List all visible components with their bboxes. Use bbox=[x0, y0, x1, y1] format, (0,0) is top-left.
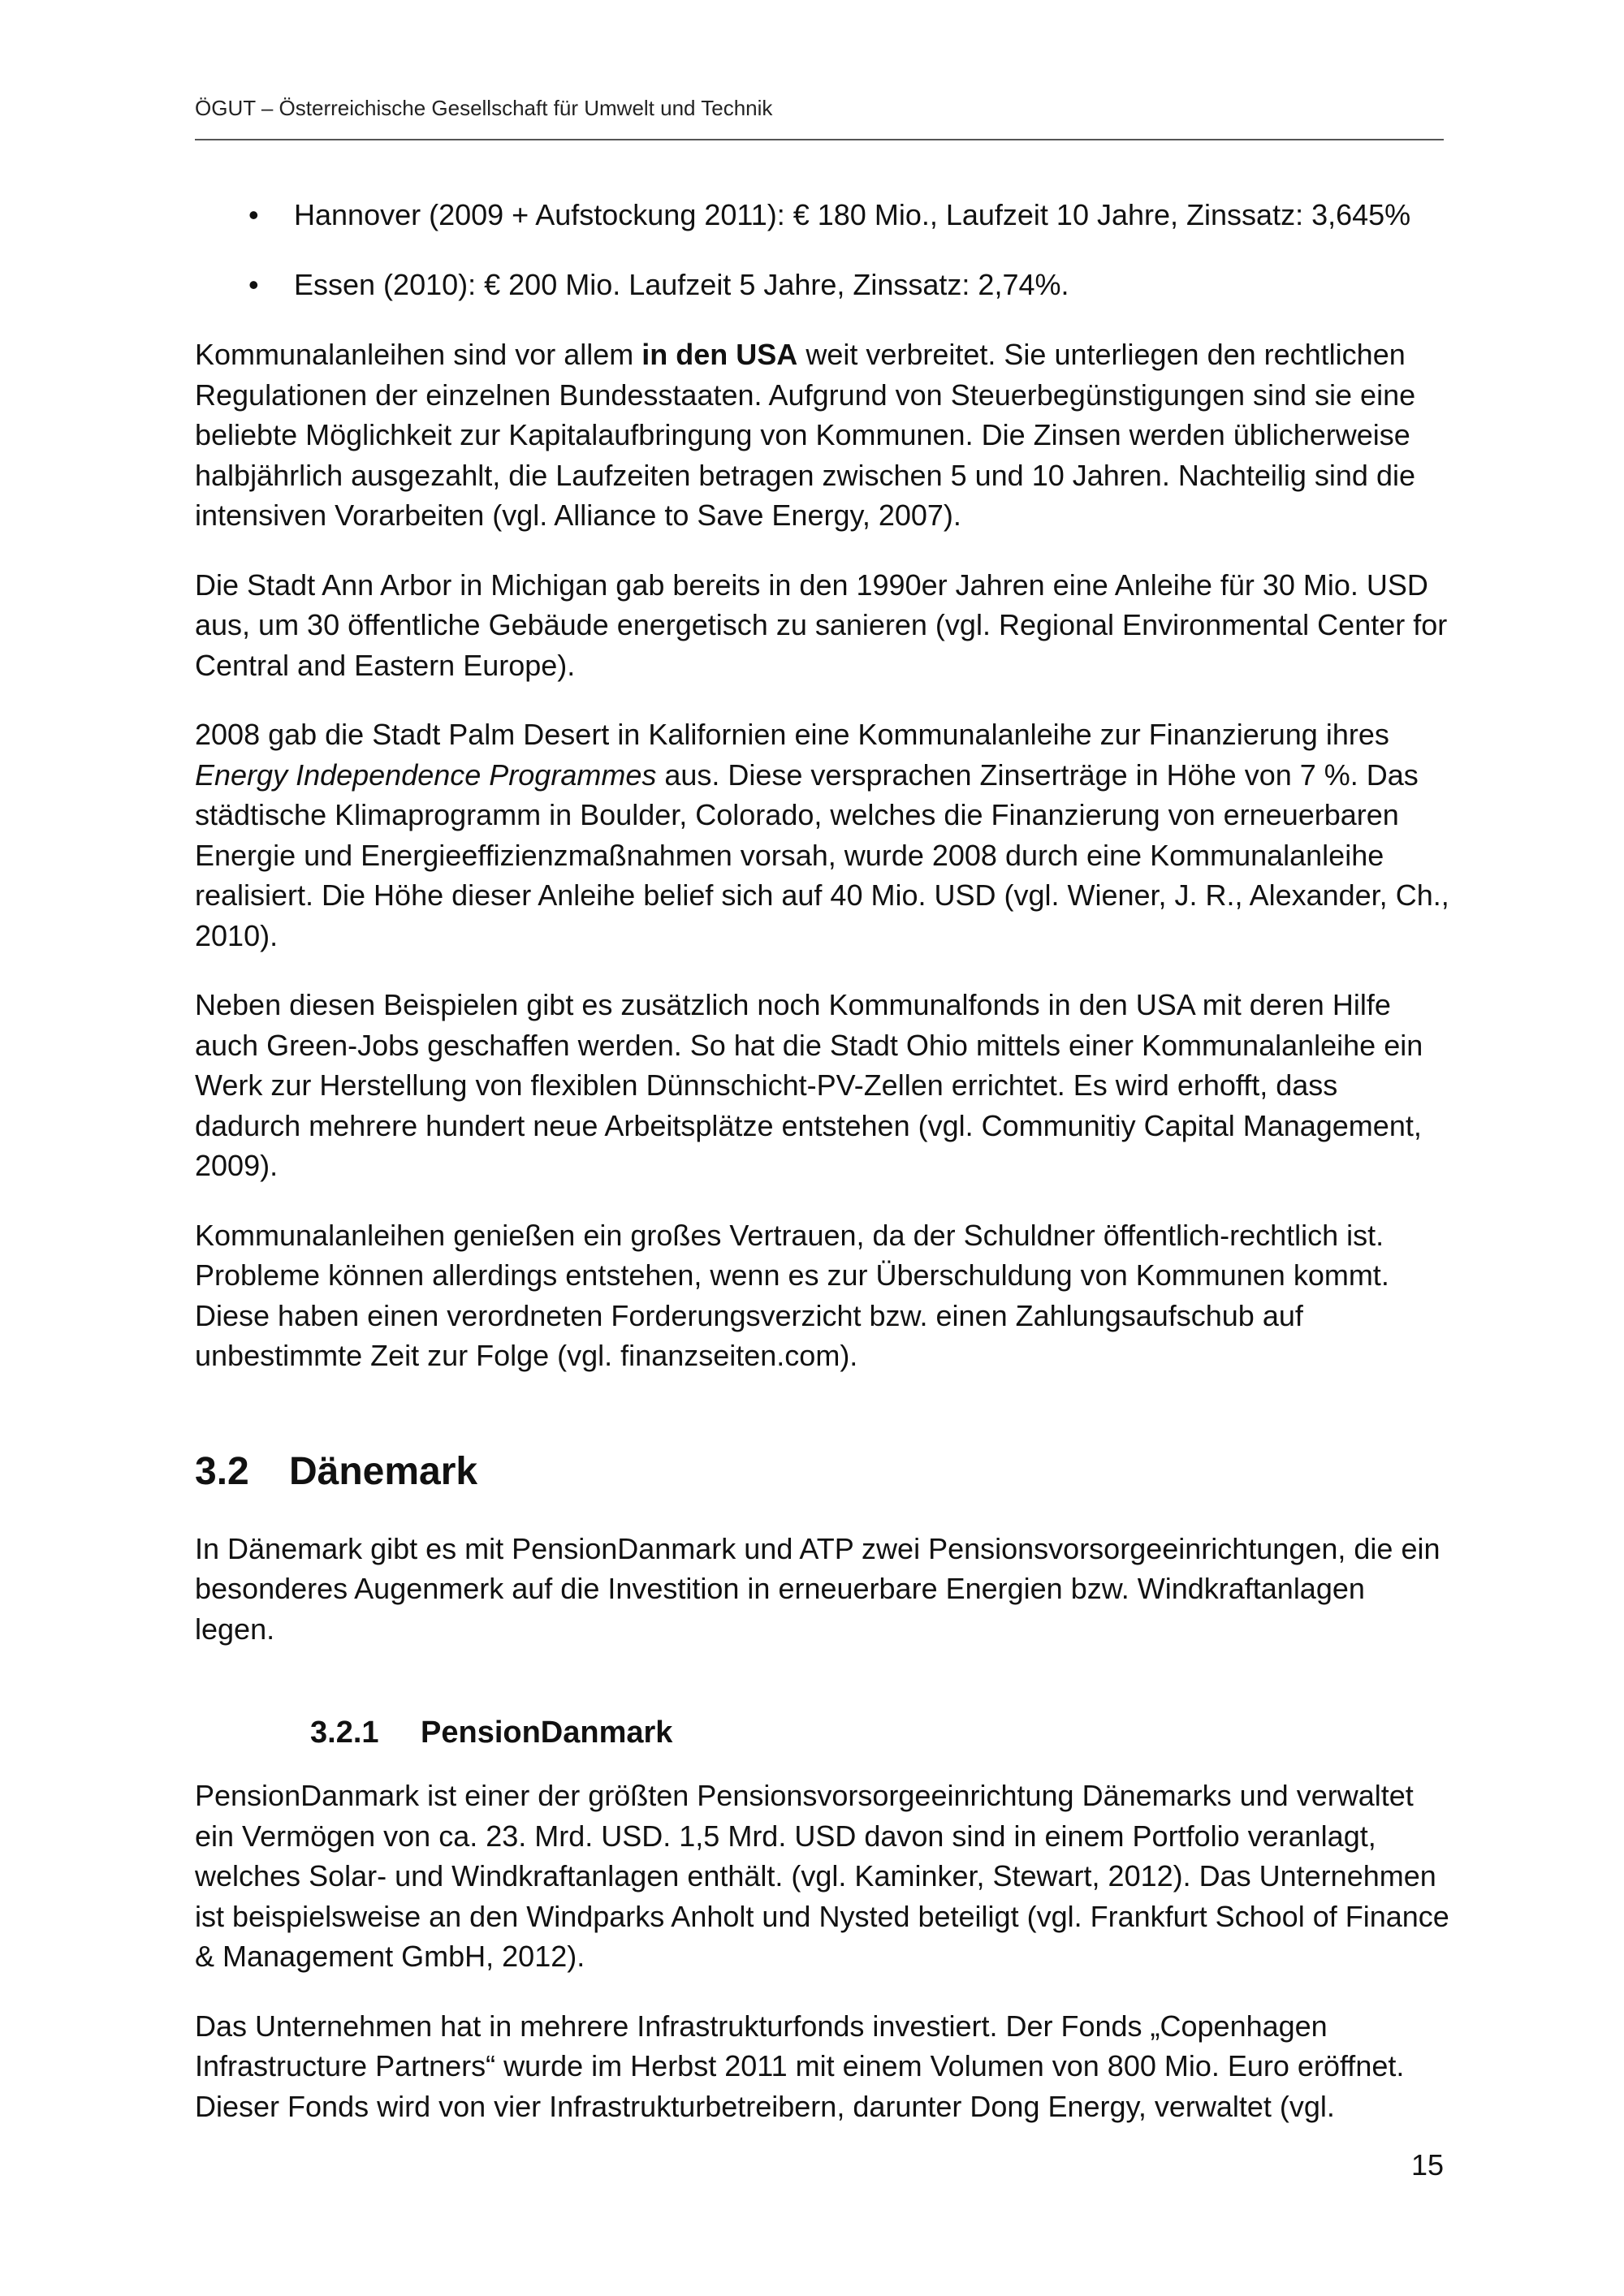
paragraph-text: aus. Diese versprachen Zinserträge in Höhe von 7 %. Das städtische Klimaprogramm in Boulder, Colorado, welches die Finanzierung von erneuerbaren Energie und Energieeffizienzmaßnahmen vorsah, wurde 2008 durch eine Kommunalanleihe realisiert. Die Höhe dieser Anleihe belief sich auf 40 Mio. USD (vgl. Wiener, J. R., Alexander, Ch., 2010). bbox=[195, 757, 1449, 952]
paragraph-palm-desert bbox=[195, 714, 1449, 956]
header-title: ÖGUT – Österreichische Gesellschaft für Umwelt und Technik bbox=[195, 96, 773, 120]
section-number: 3.2 bbox=[195, 1449, 249, 1493]
paragraph-text: weit verbreitet. Sie unterliegen den rechtlichen Regulationen der einzelnen Bundesstaaten. Aufgrund von Steuerbegünstigungen sind sie eine beliebte Möglichkeit zur Kapitalaufbringung von Kommunen. Die Zinsen werden üblicherweise halbjährlich ausgezahlt, die Laufzeiten betragen zwischen 5 und 10 Jahren. Nachteilig sind die intensiven Vorarbeiten (vgl. Alliance to Save Energy, 2007). bbox=[195, 338, 1416, 532]
paragraph-usa bbox=[195, 334, 1449, 536]
main-content bbox=[195, 195, 1449, 2156]
subsection-title: PensionDanmark bbox=[421, 1716, 673, 1750]
section-heading-3-2 bbox=[195, 1448, 1449, 1496]
list-item bbox=[195, 265, 1449, 305]
bullet-marker: • bbox=[248, 268, 259, 301]
bullet-list bbox=[195, 195, 1449, 305]
emphasis-text: in den USA bbox=[641, 338, 798, 371]
paragraph-ann-arbor: Die Stadt Ann Arbor in Michigan gab bereits in den 1990er Jahren eine Anleihe für 30 Mio. USD aus, um 30 öffentliche Gebäude energetisch zu sanieren (vgl. Regional Environmental Center for Central and Eastern Europe). bbox=[195, 568, 1448, 682]
paragraph-pensiondanmark: PensionDanmark ist einer der größten Pensionsvorsorgeeinrichtung Dänemarks und verwaltet ein Vermögen von ca. 23. Mrd. USD. 1,5 Mrd. USD davon sind in einem Portfolio veranlagt, welches Solar- und Windkraftanlagen enthält. (vgl. Kaminker, Stewart, 2012). Das Unternehmen ist beispielsweise an den Windparks Anholt und Nysted beteiligt (vgl. Frankfurt School of Finance & Management GmbH, 2012). bbox=[195, 1779, 1449, 1973]
page-number: 15 bbox=[1410, 2148, 1444, 2182]
section-title: Dänemark bbox=[289, 1449, 478, 1493]
paragraph-denmark: In Dänemark gibt es mit PensionDanmark und ATP zwei Pensionsvorsorgeeinrichtungen, die ein besonderes Augenmerk auf die Investition in erneuerbare Energien bzw. Windkraftanlagen legen. bbox=[195, 1531, 1440, 1646]
paragraph-green-jobs: Neben diesen Beispielen gibt es zusätzlich noch Kommunalfonds in den USA mit deren Hilfe auch Green-Jobs geschaffen werden. So hat die Stadt Ohio mittels einer Kommunalanleihe ein Werk zur Herstellung von flexiblen Dünnschicht-PV-Zellen errichtet. Es wird erhofft, dass dadurch mehrere hundert neue Arbeitsplätze entstehen (vgl. Communitiy Capital Management, 2009). bbox=[195, 988, 1423, 1182]
subsection-number: 3.2.1 bbox=[310, 1716, 379, 1750]
page-header bbox=[195, 96, 1444, 140]
list-item-text: Essen (2010): € 200 Mio. Laufzeit 5 Jahre, Zinssatz: 2,74%. bbox=[294, 268, 1069, 301]
paragraph-text: Kommunalanleihen sind vor allem bbox=[195, 338, 642, 371]
list-item-text: Hannover (2009 + Aufstockung 2011): € 180 Mio., Laufzeit 10 Jahre, Zinssatz: 3,645% bbox=[294, 198, 1411, 231]
section-heading-3-2-1 bbox=[310, 1712, 1449, 1753]
list-item bbox=[195, 195, 1449, 235]
bullet-marker: • bbox=[248, 198, 259, 231]
paragraph-infrastructure-funds: Das Unternehmen hat in mehrere Infrastrukturfonds investiert. Der Fonds „Copenhagen Infrastructure Partners“ wurde im Herbst 2011 mit einem Volumen von 800 Mio. Euro eröffnet. Dieser Fonds wird von vier Infrastrukturbetreibern, darunter Dong Energy, verwaltet (vgl. bbox=[195, 2009, 1405, 2123]
paragraph-trust: Kommunalanleihen genießen ein großes Vertrauen, da der Schuldner öffentlich-rechtlich ist. Probleme können allerdings entstehen, wenn es zur Überschuldung von Kommunen kommt. Diese haben einen verordneten Forderungsverzicht bzw. einen Zahlungsaufschub auf unbestimmte Zeit zur Folge (vgl. finanzseiten.com). bbox=[195, 1218, 1389, 1372]
paragraph-text: 2008 gab die Stadt Palm Desert in Kalifornien eine Kommunalanleihe zur Finanzierung ihres bbox=[195, 718, 1389, 751]
italic-text: Energy Independence Programmes bbox=[195, 757, 657, 792]
